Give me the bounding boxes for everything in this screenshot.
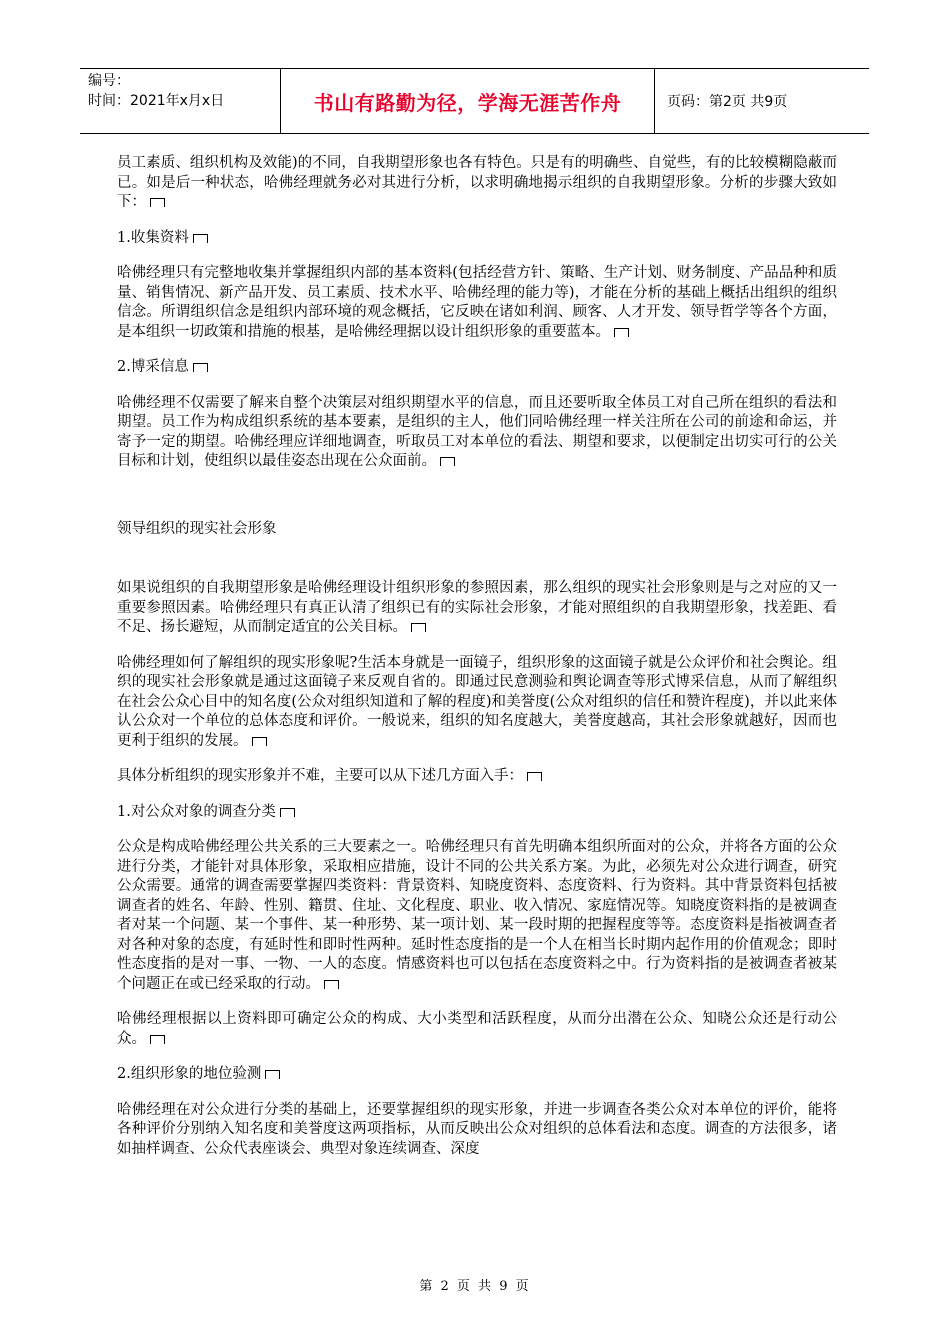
paragraph-mark-icon bbox=[150, 198, 165, 207]
paragraph-mark-icon bbox=[280, 808, 295, 817]
paragraph: 哈佛经理在对公众进行分类的基础上，还要掌握组织的现实形象，并进一步调查各类公众对本单位的评价，能将各种评价分别纳入知名度和美誉度这两项指标，从而反映出公众对组织的总体看法和态度。调查的方法很多，诸如抽样调查、公众代表座谈会、典型对象连续调查、深度 bbox=[117, 1101, 837, 1157]
document-body bbox=[117, 154, 837, 1175]
header-time-label: 时间：2021年x月x日 bbox=[88, 93, 225, 109]
paragraph-mark-icon bbox=[411, 623, 426, 632]
header-number-label: 编号： bbox=[88, 73, 130, 89]
page-header bbox=[80, 68, 869, 134]
paragraph: 哈佛经理如何了解组织的现实形象呢?生活本身就是一面镜子，组织形象的这面镜子就是公众评价和社会舆论。组织的现实社会形象就是通过这面镜子来反观自省的。即通过民意测验和舆论调查等形式博采信息，从而了解组织在社会公众心目中的知名度(公众对组织知道和了解的程度)和美誉度(公众对组织的信任和赞许程度)，并以此来体认公众对一个单位的总体态度和评价。一般说来，组织的知名度越大，美誉度越高，其社会形象就越好，因而也更利于组织的发展。 bbox=[117, 654, 837, 749]
paragraph: 哈佛经理不仅需要了解来自整个决策层对组织期望水平的信息，而且还要听取全体员工对自己所在组织的看法和期望。员工作为构成组织系统的基本要素，是组织的主人，他们同哈佛经理一样关注所在公司的前途和命运，并寄予一定的期望。哈佛经理应详细地调查，听取员工对本单位的看法、期望和要求，以便制定出切实可行的公关目标和计划，使组织以最佳姿态出现在公众面前。 bbox=[117, 394, 837, 469]
page-footer: 第 2 页 共 9 页 bbox=[419, 1279, 531, 1294]
paragraph-mark-icon bbox=[614, 328, 629, 337]
paragraph-mark-icon bbox=[265, 1070, 280, 1079]
header-page-label: 页码：第2页 共9页 bbox=[667, 94, 788, 110]
paragraph: 公众是构成哈佛经理公共关系的三大要素之一。哈佛经理只有首先明确本组织所面对的公众，并将各方面的公众进行分类，才能针对具体形象，采取相应措施，设计不同的公共关系方案。为此，必须先对公众进行调查，研究公众需要。通常的调查需要掌握四类资料：背景资料、知晓度资料、态度资料、行为资料。其中背景资料包括被调查者的姓名、年龄、性别、籍贯、住址、文化程度、职业、收入情况、家庭情况等。知晓度资料指的是被调查者对某一个问题、某一个事件、某一种形势、某一项计划、某一段时期的把握程度等等。态度资料是指被调查者对各种对象的态度，有延时性和即时性两种。延时性态度指的是一个人在相当长时期内起作用的价值观念；即时性态度指的是对一事、一物、一人的态度。情感资料也可以包括在态度资料之中。行为资料指的是被调查者被某个问题正在或已经采取的行动。 bbox=[117, 839, 837, 992]
paragraph-mark-icon bbox=[440, 457, 455, 466]
paragraph-mark-icon bbox=[324, 980, 339, 989]
section-heading: 1.收集资料 bbox=[117, 229, 837, 249]
header-motto: 书山有路勤为径，学海无涯苦作舟 bbox=[280, 69, 655, 133]
paragraph-mark-icon bbox=[193, 363, 208, 372]
section-heading: 2.博采信息 bbox=[117, 358, 837, 378]
paragraph-mark-icon bbox=[150, 1035, 165, 1044]
paragraph-mark-icon bbox=[193, 234, 208, 243]
paragraph-mark-icon bbox=[527, 772, 542, 781]
section-heading: 2.组织形象的地位验测 bbox=[117, 1065, 837, 1085]
paragraph: 具体分析组织的现实形象并不难，主要可以从下述几方面入手： bbox=[117, 767, 837, 787]
paragraph: 哈佛经理根据以上资料即可确定公众的构成、大小类型和活跃程度，从而分出潜在公众、知晓公众还是行动公众。 bbox=[117, 1011, 837, 1047]
section-title: 领导组织的现实社会形象 bbox=[117, 520, 277, 537]
paragraph: 员工素质、组织机构及效能)的不同，自我期望形象也各有特色。只是有的明确些、自觉些，有的比较模糊隐蔽而已。如是后一种状态，哈佛经理就务必对其进行分析，以求明确地揭示组织的自我期望形象。分析的步骤大致如下： bbox=[117, 155, 837, 210]
paragraph: 如果说组织的自我期望形象是哈佛经理设计组织形象的参照因素，那么组织的现实社会形象则是与之对应的又一重要参照因素。哈佛经理只有真正认清了组织已有的实际社会形象，才能对照组织的自我期望形象，找差距、看不足、扬长避短，从而制定适宜的公关目标。 bbox=[117, 580, 837, 635]
paragraph: 哈佛经理只有完整地收集并掌握组织内部的基本资料(包括经营方针、策略、生产计划、财务制度、产品品种和质量、销售情况、新产品开发、员工素质、技术水平、哈佛经理的能力等)，才能在分析的基础上概括出组织的组织信念。所谓组织信念是组织内部环境的观念概括，它反映在诸如利润、顾客、人才开发、领导哲学等各个方面，是本组织一切政策和措施的根基，是哈佛经理据以设计组织形象的重要蓝本。 bbox=[117, 265, 837, 340]
paragraph-mark-icon bbox=[252, 737, 267, 746]
section-heading: 1.对公众对象的调查分类 bbox=[117, 803, 837, 823]
header-info-cell bbox=[80, 69, 280, 133]
